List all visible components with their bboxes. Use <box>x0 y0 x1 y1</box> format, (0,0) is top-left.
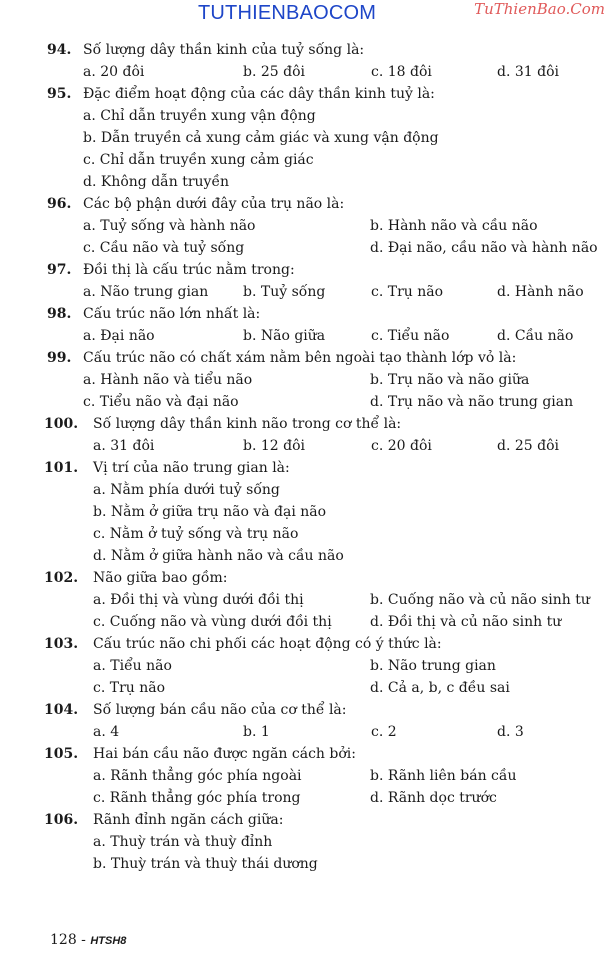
answer-option: c. Trụ não <box>371 284 444 300</box>
options-row <box>0 589 609 611</box>
answer-option: d. Nằm ở giữa hành não và cầu não <box>93 548 344 564</box>
question-number: 98. <box>47 306 72 322</box>
answer-option: b. 1 <box>243 724 270 740</box>
question-text: Cấu trúc não có chất xám nằm bên ngoài tạo thành lớp vỏ là: <box>83 350 517 366</box>
answer-option: d. Cả a, b, c đều sai <box>370 680 510 696</box>
question-number: 95. <box>47 86 72 102</box>
question-item <box>0 83 609 193</box>
question-line <box>0 193 609 215</box>
answer-option: a. Nằm phía dưới tuỷ sống <box>93 482 280 498</box>
answer-option: d. Cầu não <box>497 328 574 344</box>
options-row <box>0 369 609 391</box>
answer-option: c. 2 <box>371 724 397 740</box>
answer-option: a. Rãnh thẳng góc phía ngoài <box>93 768 302 784</box>
answer-option: b. Não trung gian <box>370 658 496 674</box>
answer-option: b. Trụ não và não giữa <box>370 372 530 388</box>
question-number: 97. <box>47 262 72 278</box>
question-item <box>0 259 609 303</box>
options-row <box>0 479 609 501</box>
answer-option: a. Chỉ dẫn truyền xung vận động <box>83 108 316 124</box>
site-header-title: TUTHIENBAOCOM <box>198 2 377 24</box>
question-item <box>0 39 609 83</box>
answer-option: a. 31 đôi <box>93 438 155 454</box>
question-number: 94. <box>47 42 72 58</box>
answer-option: a. Tiểu não <box>93 658 172 674</box>
answer-option: d. Đại não, cầu não và hành não <box>370 240 598 256</box>
answer-option: c. Chỉ dẫn truyền xung cảm giác <box>83 152 314 168</box>
question-number: 100. <box>44 416 79 432</box>
answer-option: a. 20 đôi <box>83 64 145 80</box>
answer-option: c. Cầu não và tuỷ sống <box>83 240 245 256</box>
question-line <box>0 633 609 655</box>
options-row <box>0 435 609 457</box>
question-list <box>0 39 609 875</box>
question-line <box>0 413 609 435</box>
options-row <box>0 523 609 545</box>
options-row <box>0 677 609 699</box>
question-text: Não giữa bao gồm: <box>93 570 228 586</box>
question-text: Số lượng bán cầu não của cơ thể là: <box>93 702 347 718</box>
options-row <box>0 325 609 347</box>
answer-option: b. Rãnh liên bán cầu <box>370 768 517 784</box>
answer-option: d. Không dẫn truyền <box>83 174 230 190</box>
answer-option: c. Cuống não và vùng dưới đồi thị <box>93 614 332 630</box>
answer-option: d. Đồi thị và củ não sinh tư <box>370 614 562 630</box>
options-row <box>0 831 609 853</box>
book-code: HTSH8 <box>90 935 127 947</box>
question-text: Rãnh đỉnh ngăn cách giữa: <box>93 812 284 828</box>
question-number: 96. <box>47 196 72 212</box>
question-item <box>0 699 609 743</box>
question-line <box>0 347 609 369</box>
answer-option: c. 18 đôi <box>371 64 432 80</box>
options-row <box>0 171 609 193</box>
answer-option: b. Thuỳ trán và thuỳ thái dương <box>93 856 318 872</box>
answer-option: a. Tuỷ sống và hành não <box>83 218 256 234</box>
options-row <box>0 765 609 787</box>
options-row <box>0 545 609 567</box>
question-text: Đặc điểm hoạt động của các dây thần kinh tuỷ là: <box>83 86 435 102</box>
question-text: Vị trí của não trung gian là: <box>93 460 290 476</box>
answer-option: d. 31 đôi <box>497 64 559 80</box>
options-row <box>0 127 609 149</box>
question-line <box>0 699 609 721</box>
question-item <box>0 413 609 457</box>
options-row <box>0 61 609 83</box>
answer-option: b. 25 đôi <box>243 64 305 80</box>
answer-option: c. Tiểu não <box>371 328 450 344</box>
answer-option: b. Hành não và cầu não <box>370 218 538 234</box>
answer-option: c. Nằm ở tuỷ sống và trụ não <box>93 526 299 542</box>
options-row <box>0 105 609 127</box>
answer-option: b. Tuỷ sống <box>243 284 326 300</box>
answer-option: d. Trụ não và não trung gian <box>370 394 574 410</box>
question-text: Số lượng dây thần kinh não trong cơ thể là: <box>93 416 402 432</box>
answer-option: d. Hành não <box>497 284 584 300</box>
answer-option: a. Não trung gian <box>83 284 209 300</box>
question-text: Cấu trúc não chi phối các hoạt động có ý thức là: <box>93 636 442 652</box>
question-item <box>0 743 609 809</box>
answer-option: c. Trụ não <box>93 680 166 696</box>
answer-option: a. Hành não và tiểu não <box>83 372 253 388</box>
answer-option: d. 3 <box>497 724 524 740</box>
answer-option: b. Dẫn truyền cả xung cảm giác và xung vận động <box>83 130 439 146</box>
question-line <box>0 259 609 281</box>
question-item <box>0 567 609 633</box>
answer-option: c. Tiểu não và đại não <box>83 394 239 410</box>
question-item <box>0 303 609 347</box>
options-row <box>0 237 609 259</box>
answer-option: c. Rãnh thẳng góc phía trong <box>93 790 301 806</box>
answer-option: a. Đồi thị và vùng dưới đồi thị <box>93 592 304 608</box>
question-number: 106. <box>44 812 79 828</box>
options-row <box>0 501 609 523</box>
options-row <box>0 611 609 633</box>
question-number: 101. <box>44 460 79 476</box>
options-row <box>0 149 609 171</box>
answer-option: b. 12 đôi <box>243 438 305 454</box>
question-number: 103. <box>44 636 79 652</box>
options-row <box>0 721 609 743</box>
question-item <box>0 193 609 259</box>
question-item <box>0 457 609 567</box>
answer-option: b. Não giữa <box>243 328 326 344</box>
question-number: 102. <box>44 570 79 586</box>
question-line <box>0 743 609 765</box>
question-line <box>0 809 609 831</box>
answer-option: d. 25 đôi <box>497 438 559 454</box>
options-row <box>0 787 609 809</box>
question-line <box>0 457 609 479</box>
question-number: 105. <box>44 746 79 762</box>
question-line <box>0 567 609 589</box>
answer-option: a. Đại não <box>83 328 155 344</box>
question-line <box>0 83 609 105</box>
question-item <box>0 347 609 413</box>
answer-option: c. 20 đôi <box>371 438 432 454</box>
page-footer <box>50 932 126 948</box>
watermark-logo: TuThienBao.Com <box>474 0 605 18</box>
question-text: Đồi thị là cấu trúc nằm trong: <box>83 262 295 278</box>
question-text: Cấu trúc não lớn nhất là: <box>83 306 261 322</box>
options-row <box>0 215 609 237</box>
question-text: Các bộ phận dưới đây của trụ não là: <box>83 196 345 212</box>
question-item <box>0 633 609 699</box>
answer-option: a. Thuỳ trán và thuỳ đỉnh <box>93 834 273 850</box>
page-number: 128 - <box>50 932 86 948</box>
answer-option: a. 4 <box>93 724 120 740</box>
question-line <box>0 39 609 61</box>
question-number: 104. <box>44 702 79 718</box>
answer-option: d. Rãnh dọc trước <box>370 790 497 806</box>
question-text: Số lượng dây thần kinh của tuỷ sống là: <box>83 42 365 58</box>
question-item <box>0 809 609 875</box>
answer-option: b. Nằm ở giữa trụ não và đại não <box>93 504 327 520</box>
question-text: Hai bán cầu não được ngăn cách bởi: <box>93 746 356 762</box>
options-row <box>0 655 609 677</box>
answer-option: b. Cuống não và củ não sinh tư <box>370 592 590 608</box>
options-row <box>0 281 609 303</box>
question-line <box>0 303 609 325</box>
options-row <box>0 391 609 413</box>
question-number: 99. <box>47 350 72 366</box>
options-row <box>0 853 609 875</box>
